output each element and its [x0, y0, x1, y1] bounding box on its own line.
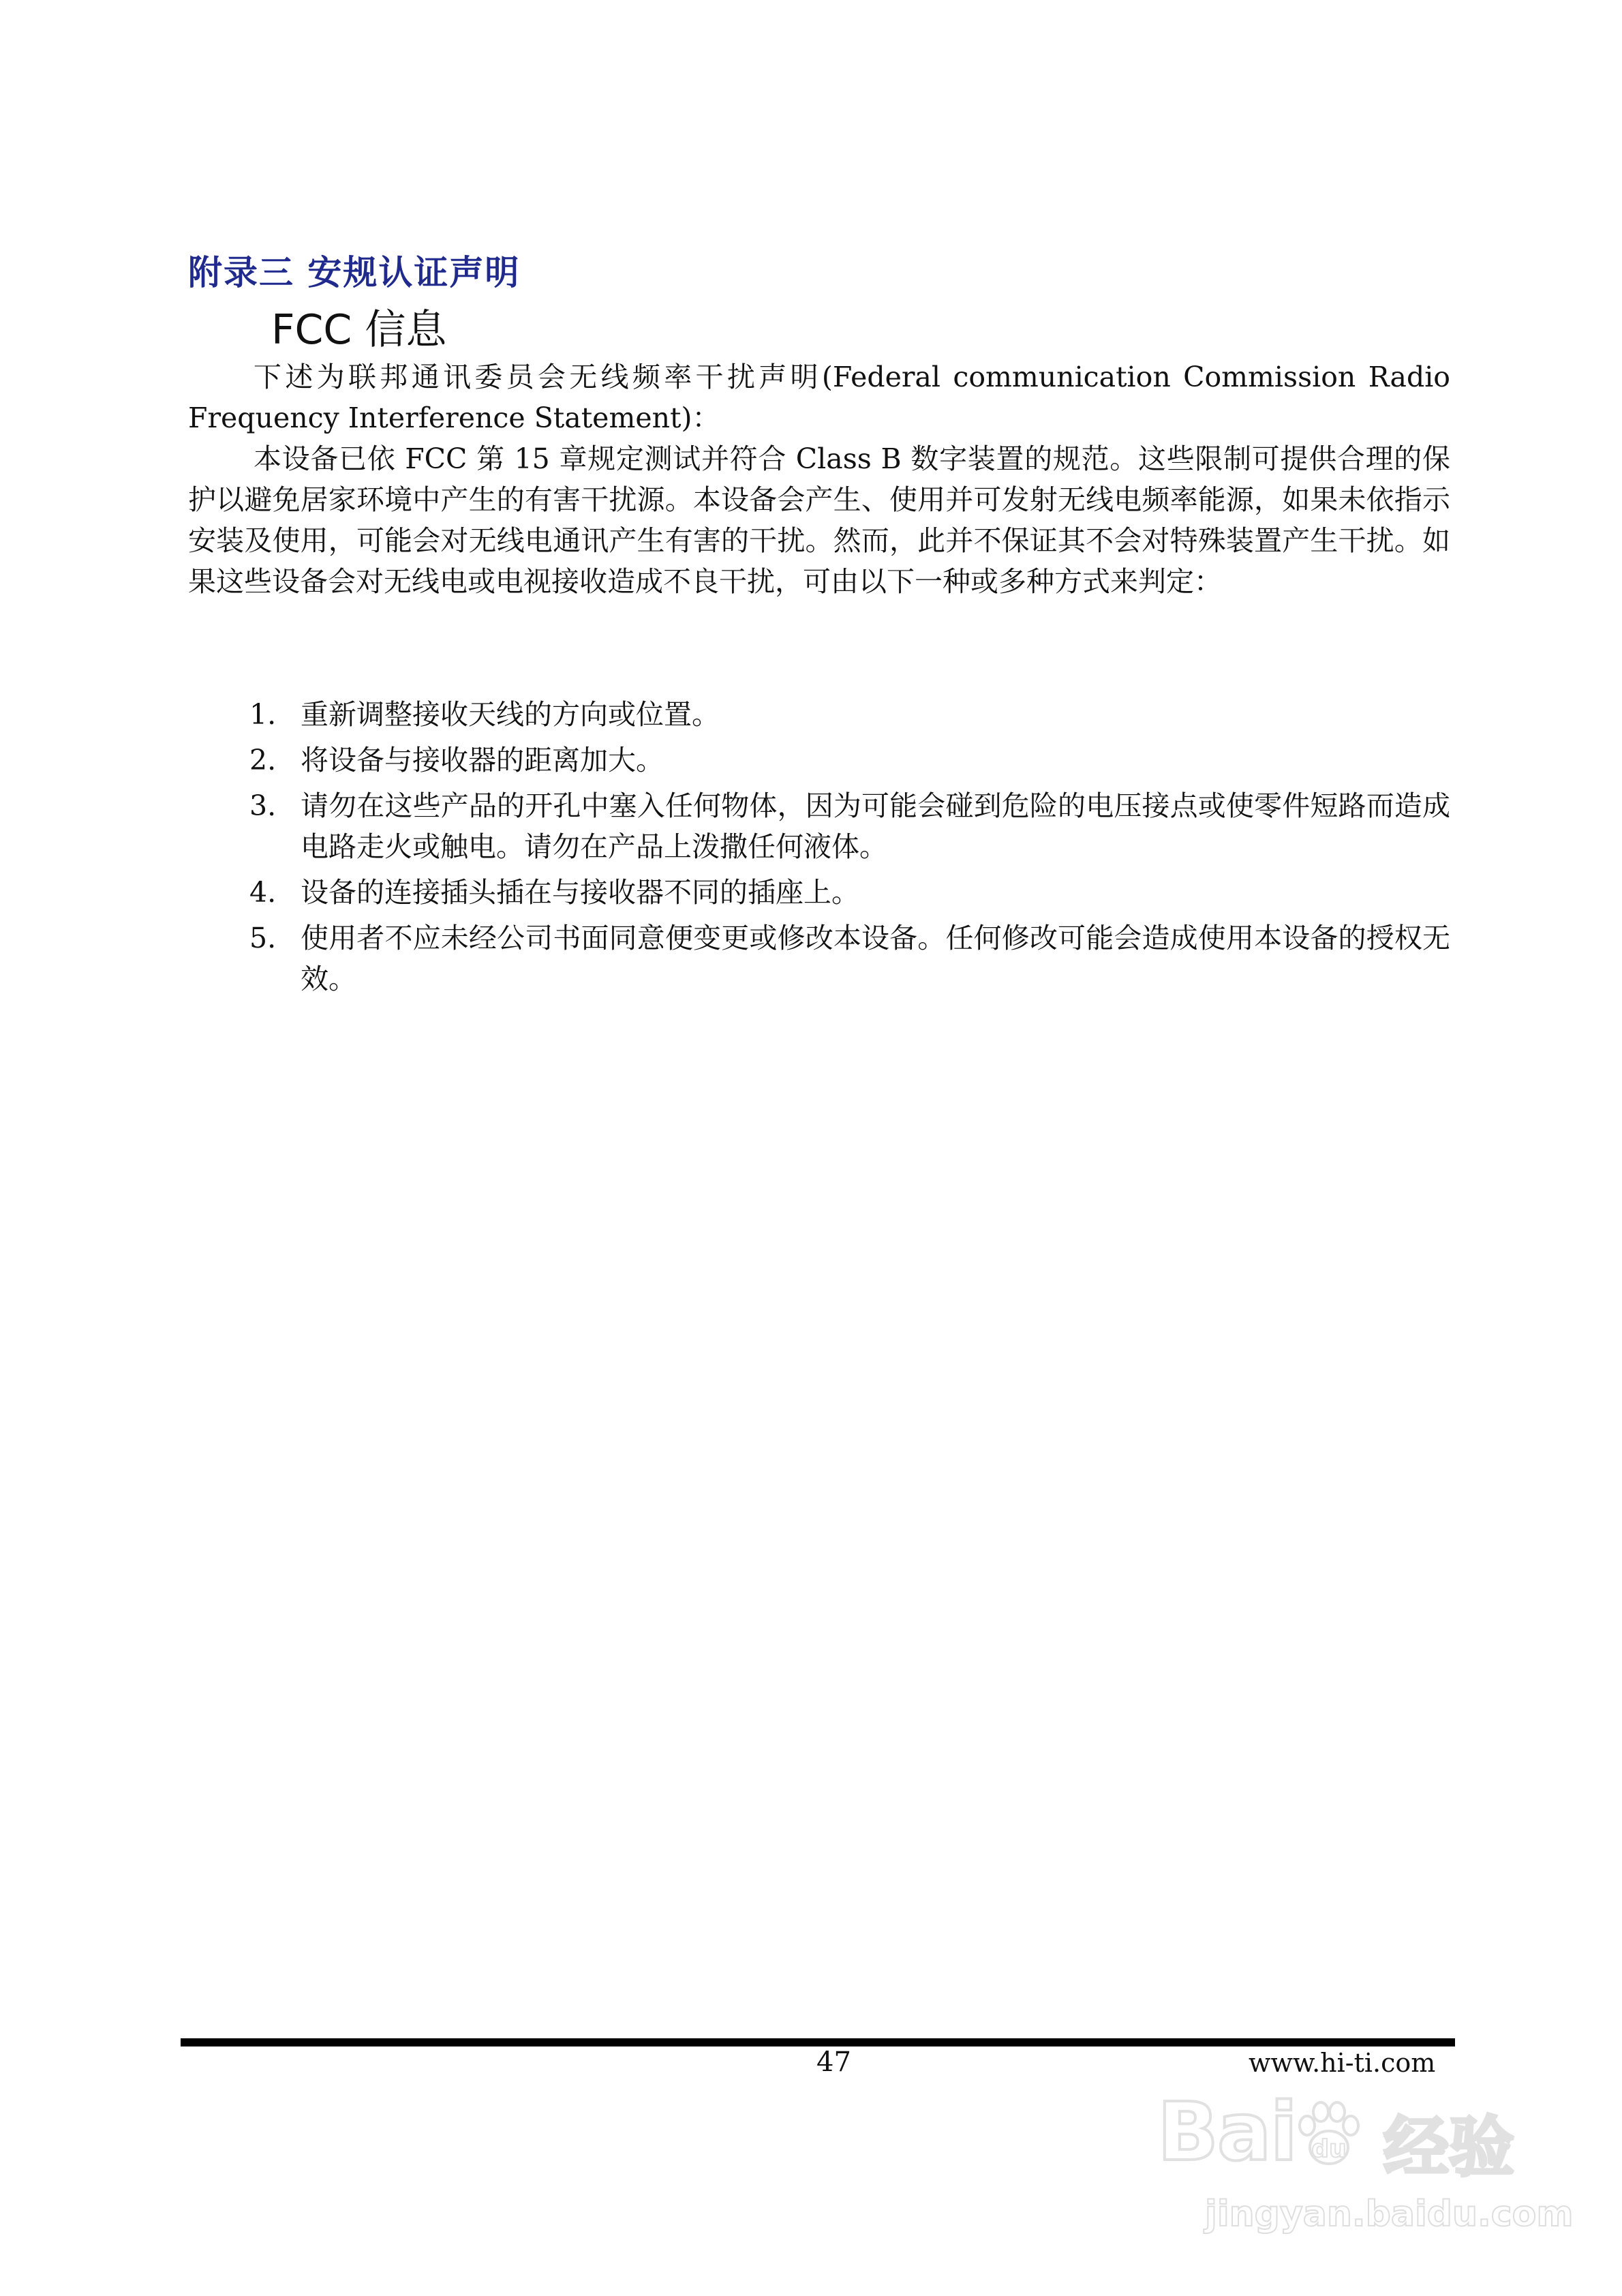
list-item: [188, 694, 1450, 735]
baidu-jingyan-watermark: [1152, 2066, 1574, 2263]
footer-website: www.hi-ti.com: [1249, 2048, 1436, 2078]
list-item: [188, 918, 1450, 999]
list-item-number: 4.: [249, 876, 277, 909]
list-item-text: 重新调整接收天线的方向或位置。: [301, 698, 720, 731]
list-item-number: 2.: [249, 744, 277, 776]
watermark-brand: Bai: [1157, 2085, 1297, 2179]
watermark-brand-suffix: du: [1311, 2135, 1347, 2163]
list-item-text: 设备的连接插头插在与接收器不同的插座上。: [301, 876, 859, 909]
list-item-number: 5.: [249, 922, 277, 954]
measures-list: [188, 694, 1450, 1004]
watermark-product: 经验: [1383, 2109, 1514, 2186]
list-item: [188, 872, 1450, 913]
compliance-paragraph: 本设备已依 FCC 第 15 章规定测试并符合 Class B 数字装置的规范。这些限制可提供合理的保护以避免居家环境中产生的有害干扰源。本设备会产生、使用并可发射无线电频率能源，如果未依指示安装及使用，可能会对无线电通讯产生有害的干扰。然而，此并不保证其不会对特殊装置产生干扰。如果这些设备会对无线电或电视接收造成不良干扰，可由以下一种或多种方式来判定：: [188, 442, 1450, 598]
watermark-url: jingyan.baidu.com: [1205, 2194, 1574, 2235]
footer-rule: [181, 2038, 1455, 2046]
paw-icon: [1288, 2094, 1370, 2176]
section-title: FCC 信息: [271, 306, 447, 354]
intro-paragraph: 下述为联邦通讯委员会无线频率干扰声明(Federal communication Commission Radio Frequency Interference Statement)：: [188, 361, 1450, 434]
appendix-title: 附录三 安规认证声明: [188, 253, 521, 292]
list-item-number: 1.: [249, 698, 277, 731]
list-item-text: 将设备与接收器的距离加大。: [301, 744, 664, 776]
list-item-number: 3.: [249, 789, 277, 822]
list-item-text: 使用者不应未经公司书面同意便变更或修改本设备。任何修改可能会造成使用本设备的授权无效。: [301, 922, 1450, 995]
list-item-text: 请勿在这些产品的开孔中塞入任何物体，因为可能会碰到危险的电压接点或使零件短路而造成电路走火或触电。请勿在产品上泼撒任何液体。: [301, 789, 1450, 863]
page-number: 47: [816, 2046, 851, 2078]
list-item: [188, 740, 1450, 781]
list-item: [188, 785, 1450, 867]
